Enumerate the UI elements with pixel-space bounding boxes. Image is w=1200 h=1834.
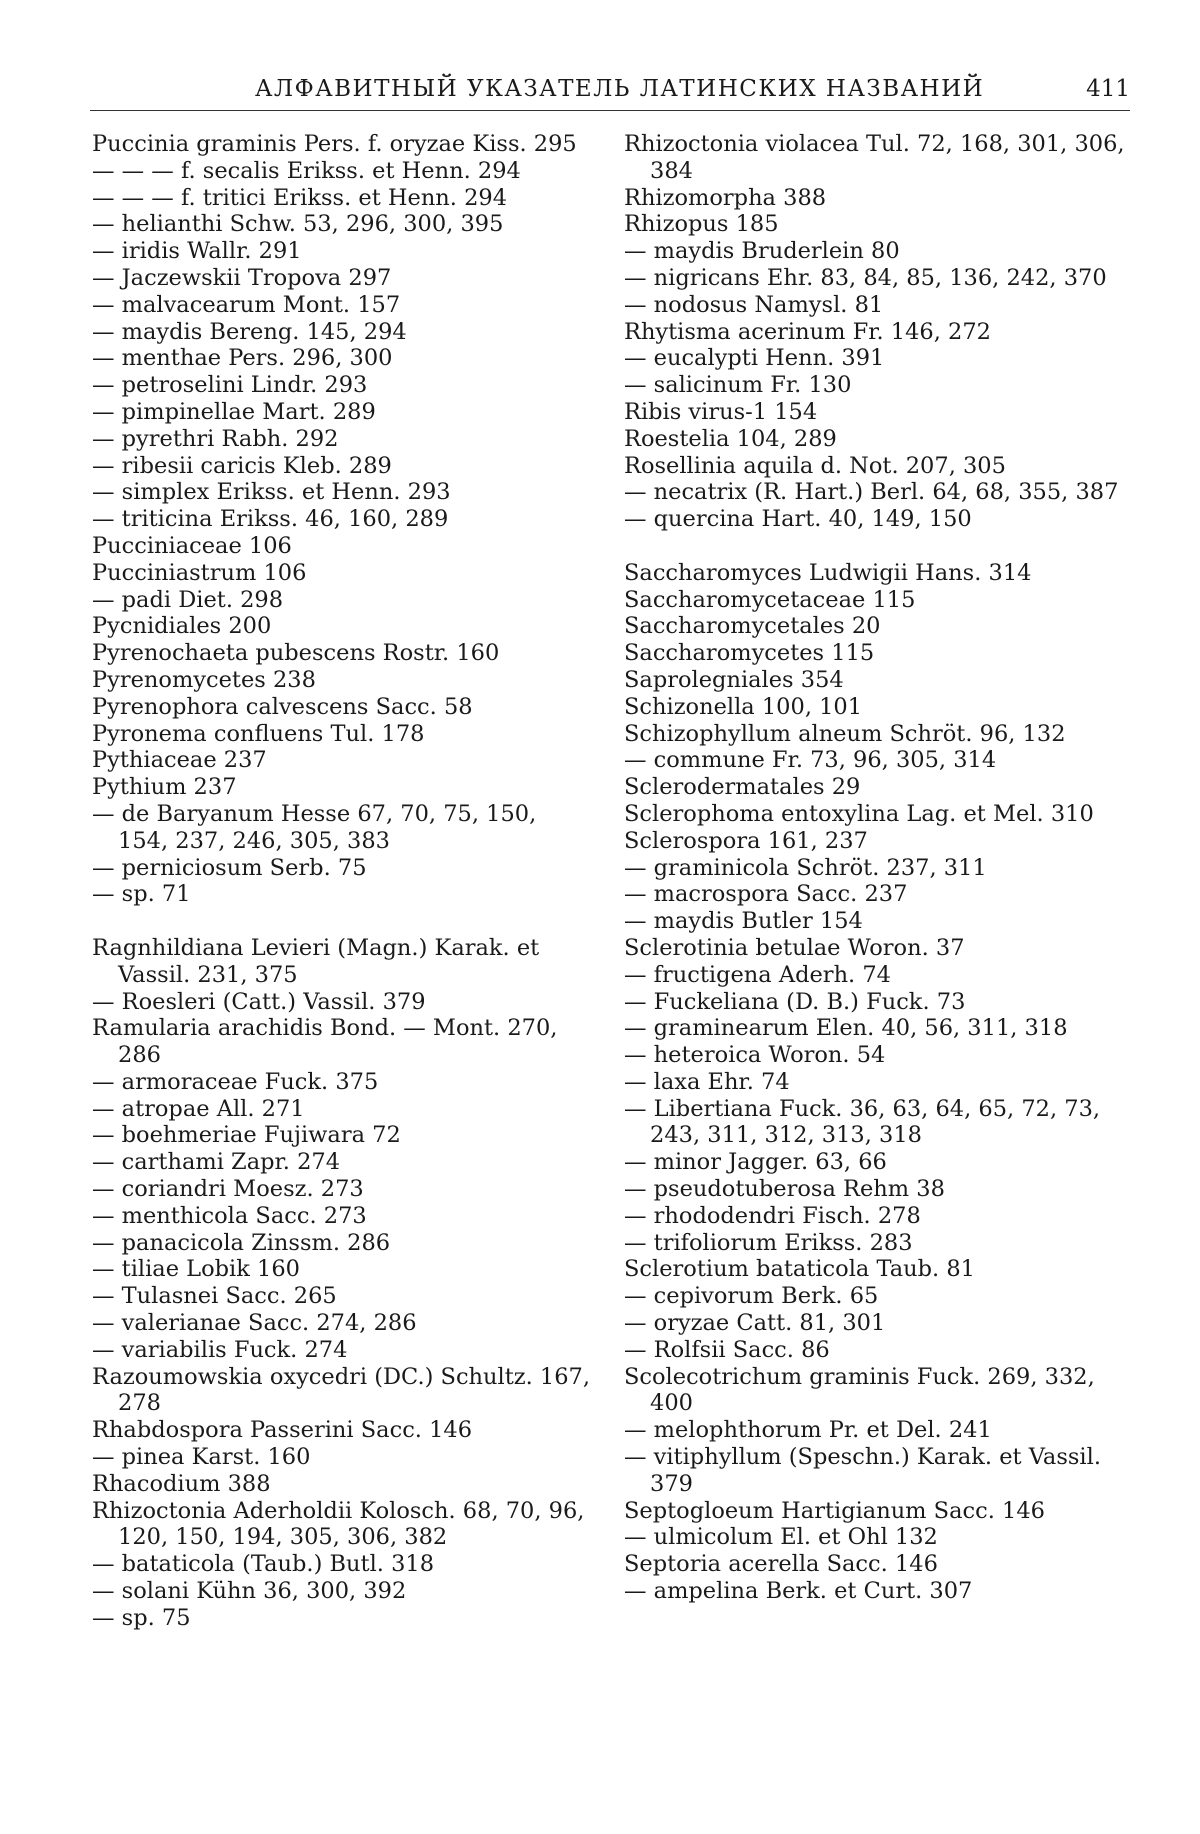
index-entry: Rosellinia aquila d. Not. 207, 305 <box>624 453 1129 480</box>
index-entry: Rhizomorpha 388 <box>624 185 1129 212</box>
index-entry: — laxa Ehr. 74 <box>624 1069 1129 1096</box>
index-entry: Sclerotinia betulae Woron. 37 <box>624 935 1129 962</box>
index-entry: — sp. 75 <box>92 1605 592 1632</box>
index-entry: — eucalypti Henn. 391 <box>624 345 1129 372</box>
header-rule <box>90 110 1130 111</box>
index-entry: — padi Diet. 298 <box>92 587 592 614</box>
index-entry: — trifoliorum Erikss. 283 <box>624 1230 1129 1257</box>
index-entry: — melophthorum Pr. et Del. 241 <box>624 1417 1129 1444</box>
index-entry: — oryzae Catt. 81, 301 <box>624 1310 1129 1337</box>
index-entry: — triticina Erikss. 46, 160, 289 <box>92 506 592 533</box>
index-entry: — ulmicolum El. et Ohl 132 <box>624 1524 1129 1551</box>
index-entry: Schizophyllum alneum Schröt. 96, 132 <box>624 721 1129 748</box>
index-entry: Schizonella 100, 101 <box>624 694 1129 721</box>
index-entry: — maydis Bereng. 145, 294 <box>92 319 592 346</box>
index-entry: Puccinia graminis Pers. f. oryzae Kiss. 295 <box>92 131 592 158</box>
index-entry: — valerianae Sacc. 274, 286 <box>92 1310 592 1337</box>
index-entry: — — — f. tritici Erikss. et Henn. 294 <box>92 185 592 212</box>
index-entry: Roestelia 104, 289 <box>624 426 1129 453</box>
index-entry: — fructigena Aderh. 74 <box>624 962 1129 989</box>
index-entry: — coriandri Moesz. 273 <box>92 1176 592 1203</box>
index-entry: — maydis Bruderlein 80 <box>624 238 1129 265</box>
index-entry: Ramularia arachidis Bond. — Mont. 270, 286 <box>92 1015 592 1069</box>
index-entry: — Libertiana Fuck. 36, 63, 64, 65, 72, 73, 243, 311, 312, 313, 318 <box>624 1096 1129 1150</box>
index-entry: — solani Kühn 36, 300, 392 <box>92 1578 592 1605</box>
index-entry: — menthae Pers. 296, 300 <box>92 345 592 372</box>
index-entry: Saccharomycetaceae 115 <box>624 587 1129 614</box>
page-number: 411 <box>1086 76 1130 102</box>
index-entry: Rhizoctonia Aderholdii Kolosch. 68, 70, 96, 120, 150, 194, 305, 306, 382 <box>92 1498 592 1552</box>
index-entry: Rhytisma acerinum Fr. 146, 272 <box>624 319 1129 346</box>
index-entry: Pucciniastrum 106 <box>92 560 592 587</box>
index-entry: Scolecotrichum graminis Fuck. 269, 332, 400 <box>624 1364 1129 1418</box>
index-entry: — bataticola (Taub.) Butl. 318 <box>92 1551 592 1578</box>
index-entry: — atropae All. 271 <box>92 1096 592 1123</box>
index-entry: — perniciosum Serb. 75 <box>92 855 592 882</box>
index-entry: — pinea Karst. 160 <box>92 1444 592 1471</box>
index-entry: — Rolfsii Sacc. 86 <box>624 1337 1129 1364</box>
page-header <box>90 64 1130 108</box>
index-entry: — graminicola Schröt. 237, 311 <box>624 855 1129 882</box>
index-entry: — ribesii caricis Kleb. 289 <box>92 453 592 480</box>
index-entry: — iridis Wallr. 291 <box>92 238 592 265</box>
index-entry: — Roesleri (Catt.) Vassil. 379 <box>92 989 592 1016</box>
index-entry: — vitiphyllum (Speschn.) Karak. et Vassil. 379 <box>624 1444 1129 1498</box>
index-entry: — graminearum Elen. 40, 56, 311, 318 <box>624 1015 1129 1042</box>
index-entry: Saccharomyces Ludwigii Hans. 314 <box>624 560 1129 587</box>
index-entry: Saccharomycetales 20 <box>624 613 1129 640</box>
index-entry: — variabilis Fuck. 274 <box>92 1337 592 1364</box>
index-entry: — menthicola Sacc. 273 <box>92 1203 592 1230</box>
index-entry: — heteroica Woron. 54 <box>624 1042 1129 1069</box>
index-entry: Ragnhildiana Levieri (Magn.) Karak. et Vassil. 231, 375 <box>92 935 592 989</box>
index-entry: Rhizopus 185 <box>624 211 1129 238</box>
index-entry: — minor Jagger. 63, 66 <box>624 1149 1129 1176</box>
index-entry: — nigricans Ehr. 83, 84, 85, 136, 242, 370 <box>624 265 1129 292</box>
index-entry: — simplex Erikss. et Henn. 293 <box>92 479 592 506</box>
index-entry: Septogloeum Hartigianum Sacc. 146 <box>624 1498 1129 1525</box>
index-entry: Pyronema confluens Tul. 178 <box>92 721 592 748</box>
index-entry: Rhizoctonia violacea Tul. 72, 168, 301, 306, 384 <box>624 131 1129 185</box>
index-entry: — petroselini Lindr. 293 <box>92 372 592 399</box>
index-entry: — commune Fr. 73, 96, 305, 314 <box>624 747 1129 774</box>
index-entry: — boehmeriae Fujiwara 72 <box>92 1122 592 1149</box>
section-gap <box>624 533 1129 560</box>
index-entry: — rhododendri Fisch. 278 <box>624 1203 1129 1230</box>
index-entry: — maydis Butler 154 <box>624 908 1129 935</box>
index-entry: — quercina Hart. 40, 149, 150 <box>624 506 1129 533</box>
index-entry: Sclerodermatales 29 <box>624 774 1129 801</box>
index-entry: — cepivorum Berk. 65 <box>624 1283 1129 1310</box>
index-entry: Razoumowskia oxycedri (DC.) Schultz. 167, 278 <box>92 1364 592 1418</box>
index-column-right <box>624 131 1129 1605</box>
section-gap <box>92 908 592 935</box>
index-entry: Sclerospora 161, 237 <box>624 828 1129 855</box>
index-entry: Ribis virus-1 154 <box>624 399 1129 426</box>
index-entry: — de Baryanum Hesse 67, 70, 75, 150, 154, 237, 246, 305, 383 <box>92 801 592 855</box>
index-entry: — pseudotuberosa Rehm 38 <box>624 1176 1129 1203</box>
index-entry: — macrospora Sacc. 237 <box>624 881 1129 908</box>
index-entry: — necatrix (R. Hart.) Berl. 64, 68, 355, 387 <box>624 479 1129 506</box>
index-entry: — malvacearum Mont. 157 <box>92 292 592 319</box>
index-entry: — — — f. secalis Erikss. et Henn. 294 <box>92 158 592 185</box>
index-entry: Sclerotium bataticola Taub. 81 <box>624 1256 1129 1283</box>
index-entry: — Tulasnei Sacc. 265 <box>92 1283 592 1310</box>
index-entry: — pyrethri Rabh. 292 <box>92 426 592 453</box>
index-entry: Pyrenochaeta pubescens Rostr. 160 <box>92 640 592 667</box>
index-entry: Rhacodium 388 <box>92 1471 592 1498</box>
page-title: АЛФАВИТНЫЙ УКАЗАТЕЛЬ ЛАТИНСКИХ НАЗВАНИЙ <box>255 76 984 102</box>
index-entry: Pyrenophora calvescens Sacc. 58 <box>92 694 592 721</box>
index-entry: Septoria acerella Sacc. 146 <box>624 1551 1129 1578</box>
index-entry: — nodosus Namysl. 81 <box>624 292 1129 319</box>
index-entry: Pythiaceae 237 <box>92 747 592 774</box>
index-entry: — carthami Zapr. 274 <box>92 1149 592 1176</box>
index-entry: — sp. 71 <box>92 881 592 908</box>
index-entry: — Jaczewskii Tropova 297 <box>92 265 592 292</box>
index-entry: — Fuckeliana (D. B.) Fuck. 73 <box>624 989 1129 1016</box>
index-entry: Pycnidiales 200 <box>92 613 592 640</box>
index-entry: Rhabdospora Passerini Sacc. 146 <box>92 1417 592 1444</box>
index-entry: — helianthi Schw. 53, 296, 300, 395 <box>92 211 592 238</box>
index-entry: — tiliae Lobik 160 <box>92 1256 592 1283</box>
index-entry: Sclerophoma entoxylina Lag. et Mel. 310 <box>624 801 1129 828</box>
index-entry: — ampelina Berk. et Curt. 307 <box>624 1578 1129 1605</box>
index-entry: Pyrenomycetes 238 <box>92 667 592 694</box>
index-entry: Pythium 237 <box>92 774 592 801</box>
index-column-left <box>92 131 592 1632</box>
index-entry: — salicinum Fr. 130 <box>624 372 1129 399</box>
index-entry: Pucciniaceae 106 <box>92 533 592 560</box>
index-entry: — pimpinellae Mart. 289 <box>92 399 592 426</box>
index-entry: — armoraceae Fuck. 375 <box>92 1069 592 1096</box>
index-entry: — panacicola Zinssm. 286 <box>92 1230 592 1257</box>
index-entry: Saprolegniales 354 <box>624 667 1129 694</box>
index-entry: Saccharomycetes 115 <box>624 640 1129 667</box>
